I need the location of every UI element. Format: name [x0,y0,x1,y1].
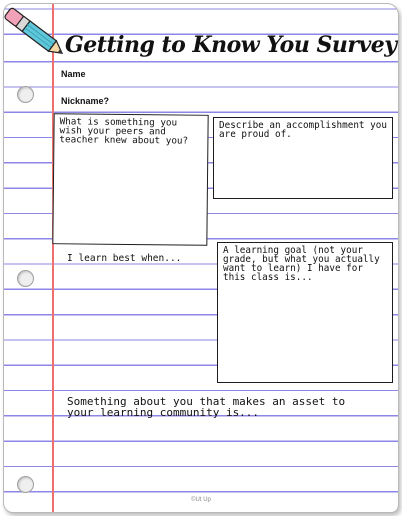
wish-prompt: What is something you wish your peers and teacher knew about you? [59,116,189,147]
nickname-label: Nickname? [61,96,110,106]
binder-hole [17,86,34,103]
binder-hole [17,476,34,493]
pencil-icon [2,4,72,66]
survey-title: Getting to Know You Survey [65,32,397,58]
copyright-text: ©Ut Up [191,497,211,503]
learning-goal-answer-box[interactable] [217,242,393,383]
wish-answer-box[interactable] [52,113,208,246]
accomplishment-answer-box[interactable] [213,117,393,199]
name-label: Name [61,69,86,79]
accomplishment-prompt: Describe an accomplishment you are proud of. [219,120,387,140]
asset-prompt: Something about you that makes an asset to your learning community is... [67,395,346,419]
margin-line [52,4,54,512]
learning-goal-prompt: A learning goal (not your grade, but what you actually want to learn) I have for this class is... [223,245,380,283]
learn-best-prompt: I learn best when... [67,253,182,264]
binder-hole [17,270,34,287]
